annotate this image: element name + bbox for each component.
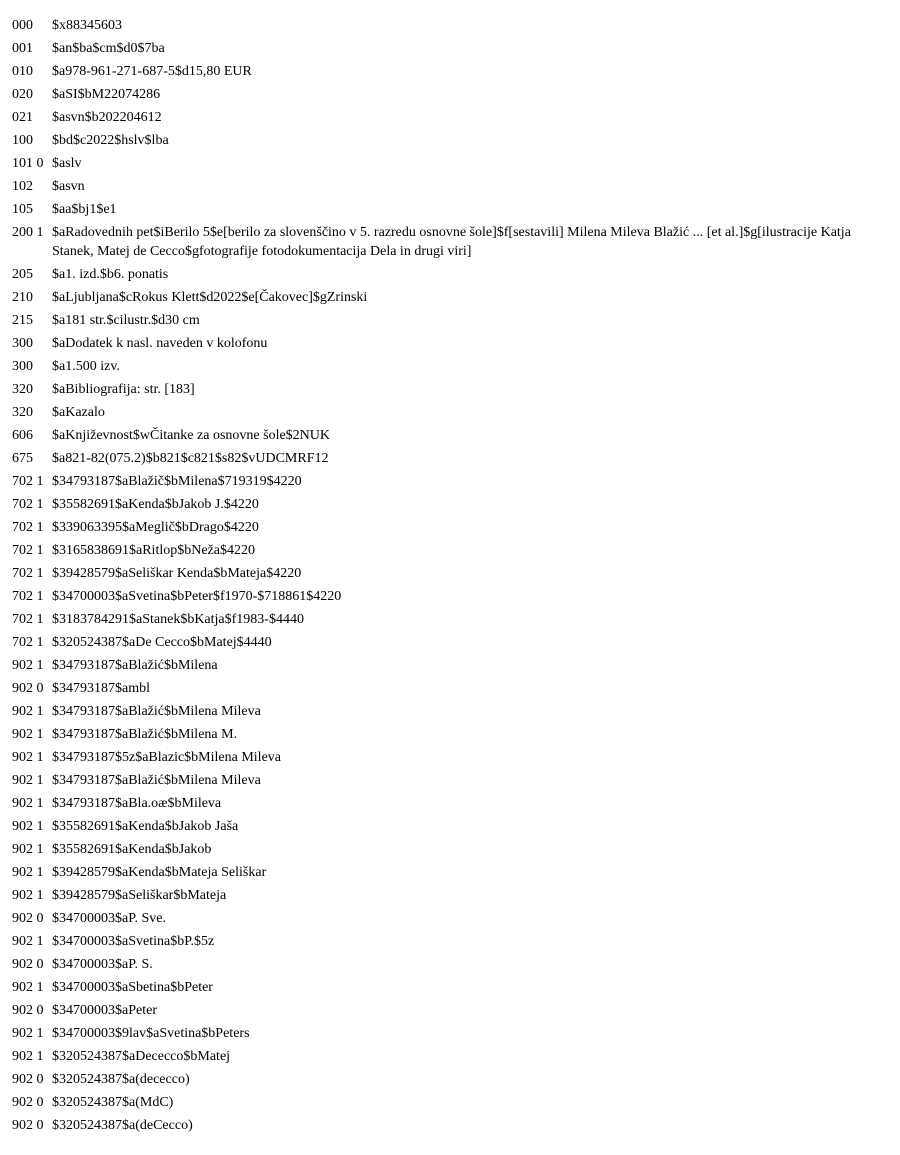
field-tag: 902 0 — [12, 1118, 44, 1133]
field-content: $35582691$aKenda$bJakob Jaša — [52, 819, 239, 834]
field-tag: 020 — [12, 87, 33, 102]
field-content: $a1. izd.$b6. ponatis — [52, 267, 169, 282]
field-content: $aKazalo — [52, 405, 105, 420]
field-tag: 100 — [12, 133, 33, 148]
marc-field-row — [12, 449, 872, 468]
field-tag: 702 1 — [12, 566, 44, 581]
marc-field-row — [12, 223, 872, 261]
marc-field-row — [12, 932, 872, 951]
field-content: $aSI$bM22074286 — [52, 87, 161, 102]
field-tag: 105 — [12, 202, 33, 217]
field-tag: 702 1 — [12, 543, 44, 558]
marc-field-row — [12, 1093, 872, 1112]
marc-field-row — [12, 840, 872, 859]
field-content: $34700003$aP. Sve. — [52, 911, 166, 926]
marc-record — [12, 16, 872, 1139]
field-tag: 702 1 — [12, 589, 44, 604]
marc-field-row — [12, 633, 872, 652]
marc-field-row — [12, 288, 872, 307]
marc-field-row — [12, 541, 872, 560]
field-tag: 702 1 — [12, 520, 44, 535]
marc-field-row — [12, 955, 872, 974]
marc-field-row — [12, 1001, 872, 1020]
field-content: $34700003$aSvetina$bPeter$f1970-$718861$4220 — [52, 589, 342, 604]
marc-field-row — [12, 472, 872, 491]
field-content: $320524387$aDececco$bMatej — [52, 1049, 231, 1064]
field-tag: 902 1 — [12, 842, 44, 857]
marc-field-row — [12, 656, 872, 675]
marc-field-row — [12, 131, 872, 150]
field-tag: 702 1 — [12, 497, 44, 512]
marc-field-row — [12, 978, 872, 997]
field-tag: 102 — [12, 179, 33, 194]
field-tag: 902 1 — [12, 934, 44, 949]
marc-field-row — [12, 1070, 872, 1089]
field-content: $a978-961-271-687-5$d15,80 EUR — [52, 64, 252, 79]
field-content: $320524387$aDe Cecco$bMatej$4440 — [52, 635, 272, 650]
marc-field-row — [12, 334, 872, 353]
field-content: $aBibliografija: str. [183] — [52, 382, 195, 397]
field-content: $an$ba$cm$d0$7ba — [52, 41, 165, 56]
field-content: $aslv — [52, 156, 82, 171]
field-tag: 675 — [12, 451, 33, 466]
marc-field-row — [12, 177, 872, 196]
marc-field-row — [12, 794, 872, 813]
field-tag: 001 — [12, 41, 33, 56]
marc-field-row — [12, 108, 872, 127]
field-content: $a181 str.$cilustr.$d30 cm — [52, 313, 200, 328]
marc-field-row — [12, 200, 872, 219]
field-tag: 902 1 — [12, 796, 44, 811]
marc-field-row — [12, 886, 872, 905]
marc-field-row — [12, 1047, 872, 1066]
field-content: $34793187$5z$aBlazic$bMilena Mileva — [52, 750, 281, 765]
field-content: $34793187$aBlažić$bMilena Mileva — [52, 773, 261, 788]
field-content: $3165838691$aRitlop$bNeža$4220 — [52, 543, 255, 558]
field-tag: 902 1 — [12, 1049, 44, 1064]
field-tag: 320 — [12, 405, 33, 420]
marc-field-row — [12, 702, 872, 721]
field-tag: 902 0 — [12, 1095, 44, 1110]
marc-field-row — [12, 39, 872, 58]
field-content: $asvn$b202204612 — [52, 110, 162, 125]
field-content: $aLjubljana$cRokus Klett$d2022$e[Čakovec]$gZrinski — [52, 290, 368, 305]
field-content: $bd$c2022$hslv$lba — [52, 133, 169, 148]
marc-field-row — [12, 748, 872, 767]
marc-field-row — [12, 357, 872, 376]
field-content: $aKnjiževnost$wČitanke za osnovne šole$2NUK — [52, 428, 330, 443]
field-content: $34700003$aPeter — [52, 1003, 157, 1018]
marc-field-row — [12, 495, 872, 514]
marc-field-row — [12, 265, 872, 284]
field-tag: 702 1 — [12, 612, 44, 627]
field-content: $320524387$a(MdC) — [52, 1095, 174, 1110]
field-content: $34700003$9lav$aSvetina$bPeters — [52, 1026, 250, 1041]
field-content: $aDodatek k nasl. naveden v kolofonu — [52, 336, 268, 351]
field-content: $34700003$aSbetina$bPeter — [52, 980, 213, 995]
field-tag: 902 0 — [12, 957, 44, 972]
field-tag: 606 — [12, 428, 33, 443]
field-tag: 200 1 — [12, 225, 44, 240]
field-content: $34793187$aBlažić$bMilena M. — [52, 727, 238, 742]
field-content: $39428579$aKenda$bMateja Seliškar — [52, 865, 267, 880]
field-content: $320524387$a(dececco) — [52, 1072, 190, 1087]
field-content: $35582691$aKenda$bJakob J.$4220 — [52, 497, 259, 512]
field-tag: 702 1 — [12, 635, 44, 650]
field-content: $34793187$aBlažić$bMilena Mileva — [52, 704, 261, 719]
field-content: $34700003$aSvetina$bP.$5z — [52, 934, 215, 949]
field-content: $aa$bj1$e1 — [52, 202, 117, 217]
field-tag: 215 — [12, 313, 33, 328]
field-content: $x88345603 — [52, 18, 122, 33]
marc-field-row — [12, 85, 872, 104]
marc-field-row — [12, 725, 872, 744]
field-tag: 300 — [12, 359, 33, 374]
marc-field-row — [12, 426, 872, 445]
field-tag: 902 1 — [12, 750, 44, 765]
field-content: $34793187$aBlažić$bMilena — [52, 658, 218, 673]
field-content: $34793187$ambl — [52, 681, 150, 696]
field-tag: 902 0 — [12, 1072, 44, 1087]
marc-field-row — [12, 1024, 872, 1043]
marc-field-row — [12, 817, 872, 836]
field-content: $asvn — [52, 179, 85, 194]
field-tag: 902 1 — [12, 704, 44, 719]
field-content: $3183784291$aStanek$bKatja$f1983-$4440 — [52, 612, 304, 627]
marc-field-row — [12, 1116, 872, 1135]
field-tag: 902 1 — [12, 727, 44, 742]
field-tag: 210 — [12, 290, 33, 305]
marc-field-row — [12, 311, 872, 330]
field-tag: 902 1 — [12, 819, 44, 834]
marc-field-row — [12, 863, 872, 882]
field-content: $320524387$a(deCecco) — [52, 1118, 193, 1133]
field-tag: 021 — [12, 110, 33, 125]
field-content: $339063395$aMeglič$bDrago$4220 — [52, 520, 259, 535]
field-tag: 010 — [12, 64, 33, 79]
field-tag: 300 — [12, 336, 33, 351]
field-tag: 205 — [12, 267, 33, 282]
field-tag: 902 0 — [12, 1003, 44, 1018]
field-content: $39428579$aSeliškar$bMateja — [52, 888, 227, 903]
field-tag: 320 — [12, 382, 33, 397]
field-tag: 902 1 — [12, 980, 44, 995]
field-tag: 902 1 — [12, 658, 44, 673]
field-tag: 902 0 — [12, 681, 44, 696]
field-content: $a1.500 izv. — [52, 359, 120, 374]
field-tag: 902 0 — [12, 911, 44, 926]
marc-field-row — [12, 610, 872, 629]
marc-field-row — [12, 62, 872, 81]
field-content: $aRadovednih pet$iBerilo 5$e[berilo za slovenščino v 5. razredu osnovne šole]$f[sestavili] Milena Mileva Blažić ... [et al.]$g[ilustracije Katja Stanek, Matej de Cecco$gfotografije fotodokumentacija Dela in drugi viri] — [52, 225, 851, 259]
field-tag: 000 — [12, 18, 33, 33]
marc-field-row — [12, 909, 872, 928]
marc-field-row — [12, 564, 872, 583]
field-content: $34793187$aBlažič$bMilena$719319$4220 — [52, 474, 302, 489]
marc-field-row — [12, 518, 872, 537]
field-tag: 702 1 — [12, 474, 44, 489]
field-tag: 902 1 — [12, 888, 44, 903]
marc-field-row — [12, 771, 872, 790]
field-content: $39428579$aSeliškar Kenda$bMateja$4220 — [52, 566, 302, 581]
field-tag: 902 1 — [12, 865, 44, 880]
marc-field-row — [12, 679, 872, 698]
field-content: $34793187$aBla.oæ$bMileva — [52, 796, 222, 811]
field-content: $a821-82(075.2)$b821$c821$s82$vUDCMRF12 — [52, 451, 329, 466]
marc-field-row — [12, 380, 872, 399]
field-tag: 902 1 — [12, 1026, 44, 1041]
field-tag: 902 1 — [12, 773, 44, 788]
field-tag: 101 0 — [12, 156, 44, 171]
field-content: $34700003$aP. S. — [52, 957, 153, 972]
marc-field-row — [12, 154, 872, 173]
marc-field-row — [12, 16, 872, 35]
marc-field-row — [12, 403, 872, 422]
field-content: $35582691$aKenda$bJakob — [52, 842, 212, 857]
marc-field-row — [12, 587, 872, 606]
